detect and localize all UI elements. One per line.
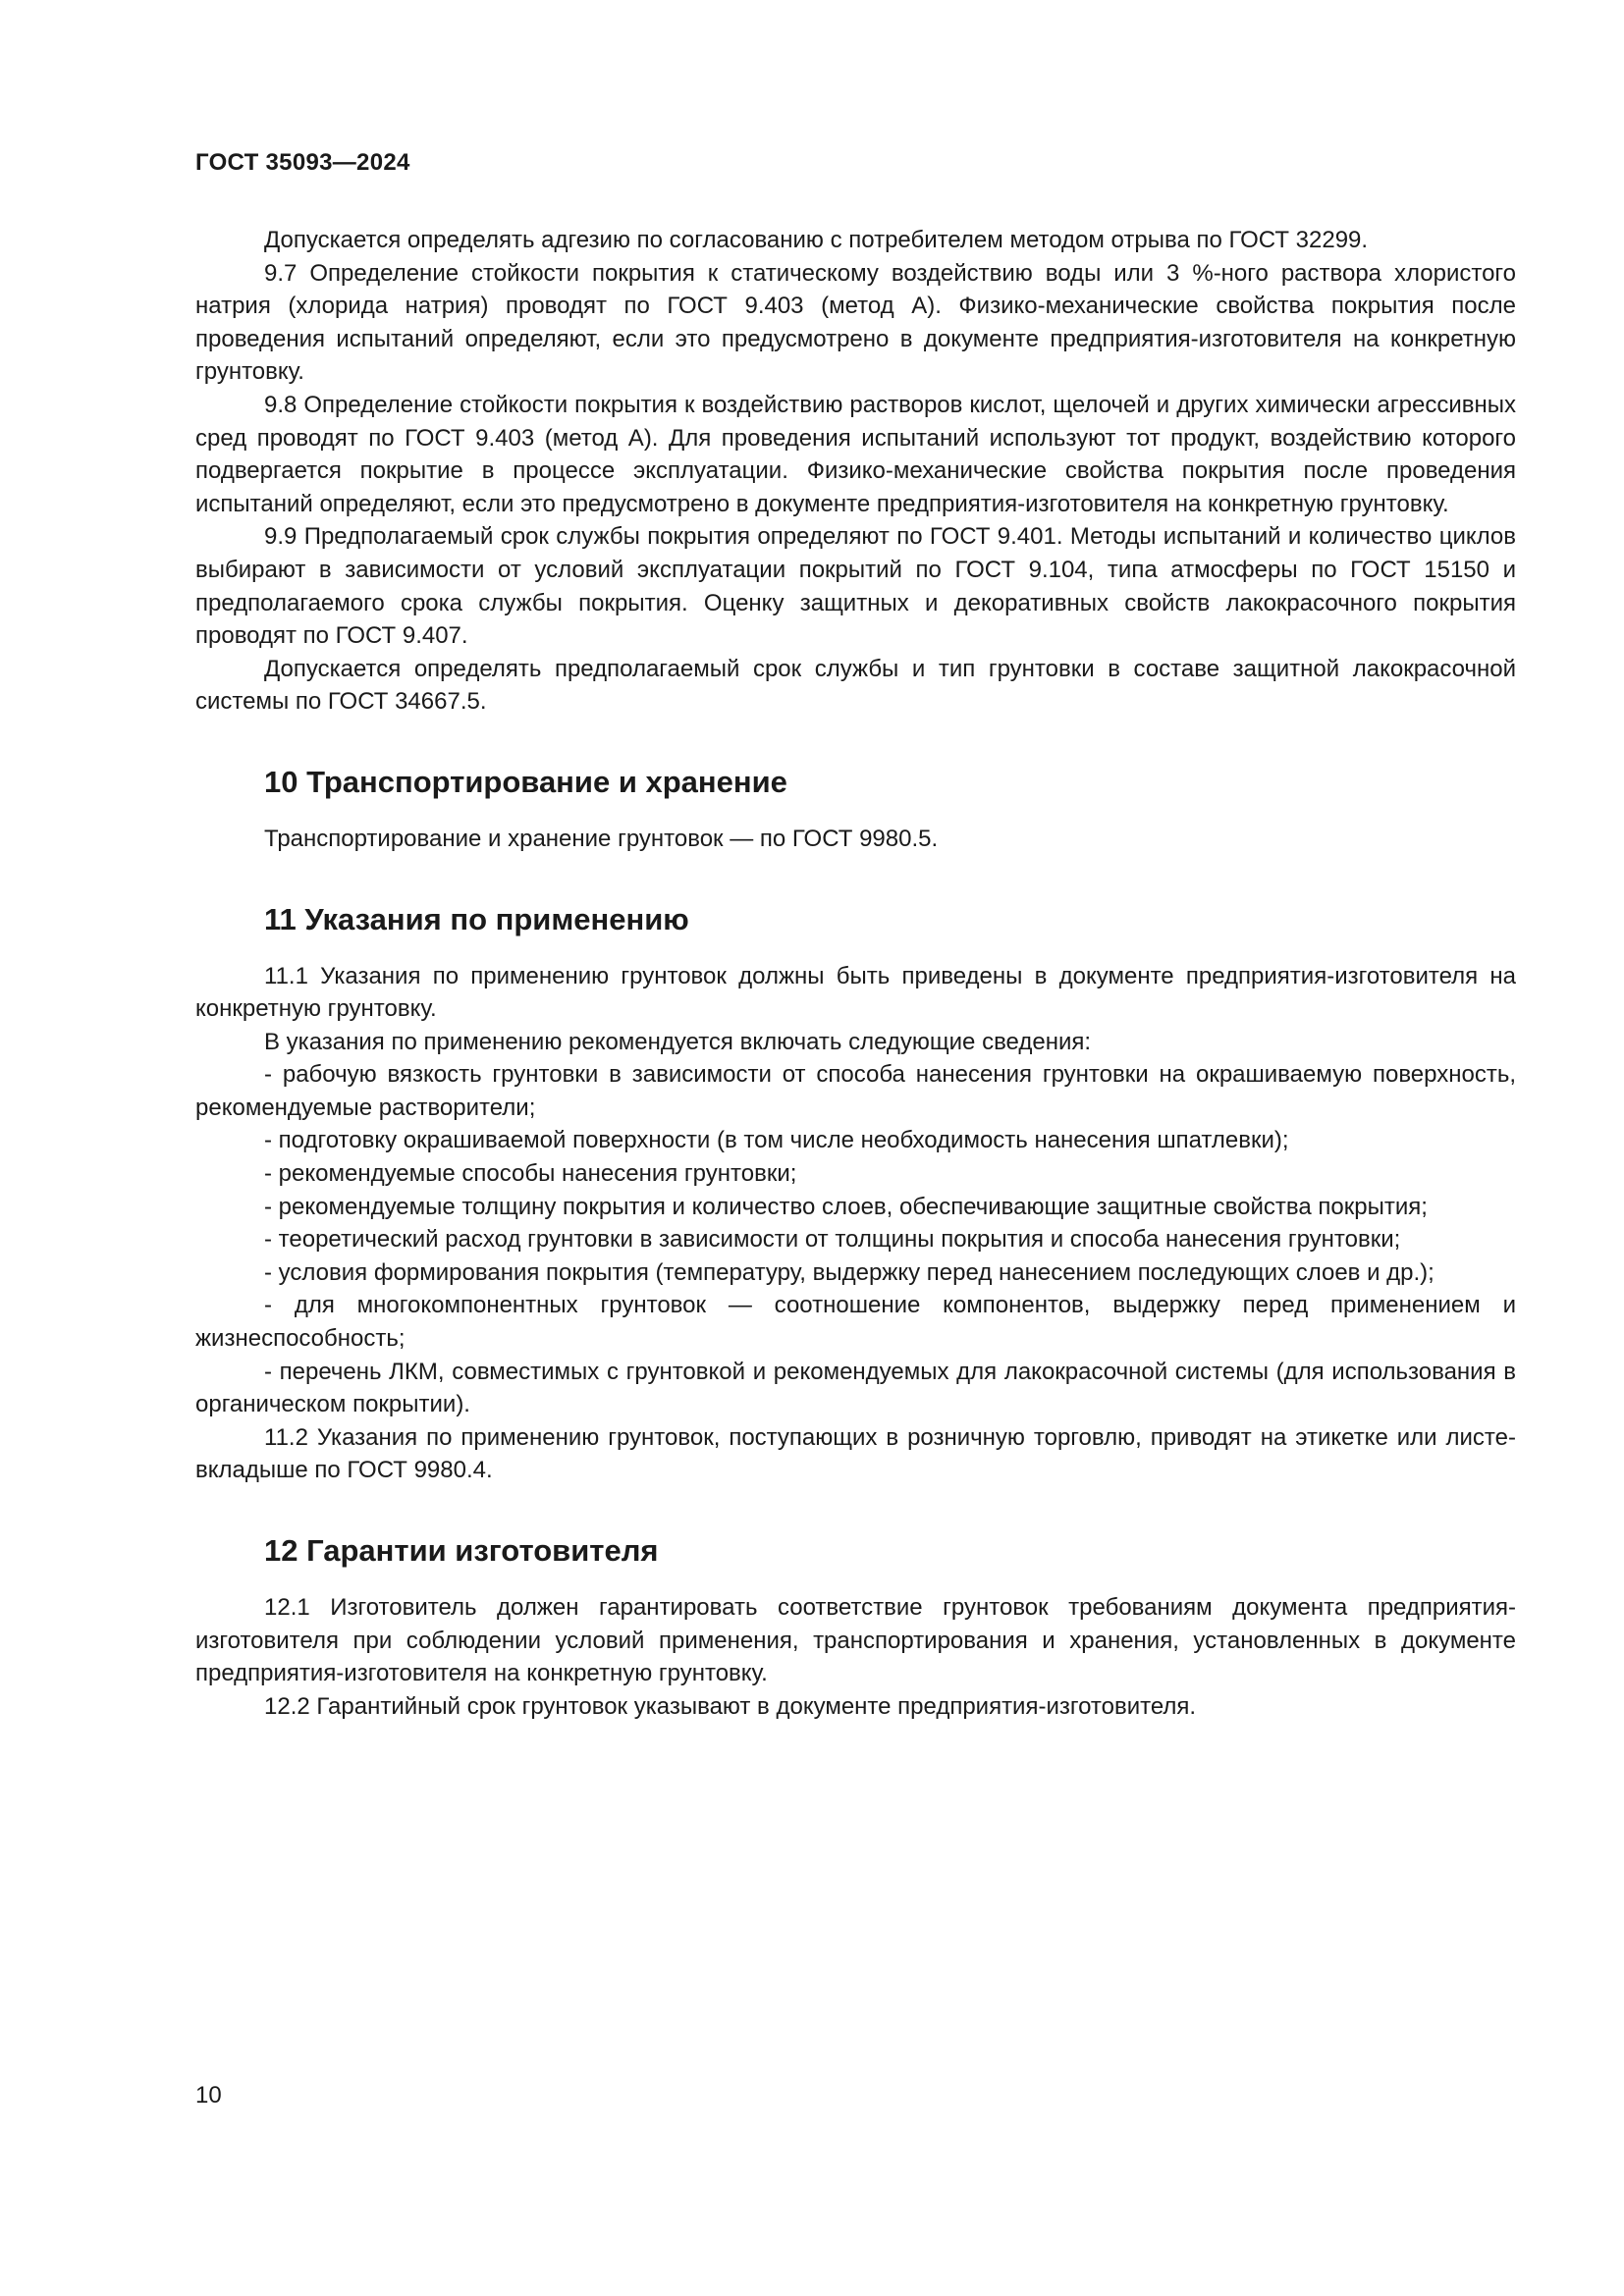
paragraph-service-life: Допускается определять предполагаемый срок службы и тип грунтовки в составе защитной лакокрасочной системы по ГОСТ 34667.5.	[195, 655, 1516, 716]
list-item: - рабочую вязкость грунтовки в зависимости от способа нанесения грунтовки на окрашиваемую поверхность, рекомендуемые растворители;	[195, 1061, 1516, 1121]
section-11-heading: 11 Указания по применению	[264, 901, 689, 936]
paragraph-9-8: 9.8 Определение стойкости покрытия к воздействию растворов кислот, щелочей и других химически агрессивных сред проводят по ГОСТ 9.403 (метод А). Для проведения испытаний используют тот продукт, воздействию которого подвергается покрытие в процессе эксплуатации. Физико-механические свойства покрытия после проведения испытаний определяют, если это предусмотрено в документе предприятия-изготовителя на конкретную грунтовку.	[195, 391, 1516, 517]
list-item: - условия формирования покрытия (температуру, выдержку перед нанесением последующих слоев и др.);	[264, 1258, 1435, 1286]
list-item: - теоретический расход грунтовки в зависимости от толщины покрытия и способа нанесения грунтовки;	[264, 1226, 1401, 1254]
page-content	[195, 224, 1516, 1723]
section-10-heading: 10 Транспортирование и хранение	[264, 764, 787, 799]
paragraph-11-intro: В указания по применению рекомендуется включать следующие сведения:	[264, 1028, 1092, 1055]
list-item: - для многокомпонентных грунтовок — соотношение компонентов, выдержку перед применением и жизнеспособность;	[195, 1292, 1516, 1353]
paragraph-adhesion: Допускается определять адгезию по согласованию с потребителем методом отрыва по ГОСТ 32299.	[264, 227, 1369, 253]
paragraph-12-2: 12.2 Гарантийный срок грунтовок указывают в документе предприятия-изготовителя.	[264, 1692, 1197, 1720]
list-item: - рекомендуемые толщину покрытия и количество слоев, обеспечивающие защитные свойства покрытия;	[264, 1193, 1428, 1220]
list-item: - перечень ЛКМ, совместимых с грунтовкой и рекомендуемых для лакокрасочной системы (для использования в органическом покрытии).	[195, 1358, 1516, 1418]
page-number: 10	[195, 2082, 222, 2109]
paragraph-12-1: 12.1 Изготовитель должен гарантировать соответствие грунтовок требованиям документа предприятия-изготовителя при соблюдении условий применения, транспортирования и хранения, установленных в документе предприятия-изготовителя на конкретную грунтовку.	[195, 1594, 1516, 1687]
paragraph-9-7: 9.7 Определение стойкости покрытия к статическому воздействию воды или 3 %-ного раствора хлористого натрия (хлорида натрия) проводят по ГОСТ 9.403 (метод А). Физико-механические свойства покрытия после проведения испытаний определяют, если это предусмотрено в документе предприятия-изготовителя на конкретную грунтовку.	[195, 259, 1516, 386]
section-12-heading: 12 Гарантии изготовителя	[264, 1533, 659, 1568]
list-item: - рекомендуемые способы нанесения грунтовки;	[264, 1160, 797, 1188]
paragraph-11-2: 11.2 Указания по применению грунтовок, поступающих в розничную торговлю, приводят на этикетке или листе-вкладыше по ГОСТ 9980.4.	[195, 1423, 1516, 1484]
paragraph-9-9: 9.9 Предполагаемый срок службы покрытия определяют по ГОСТ 9.401. Методы испытаний и количество циклов выбирают в зависимости от условий эксплуатации покрытий по ГОСТ 9.104, типа атмосферы по ГОСТ 15150 и предполагаемого срока службы покрытия. Оценку защитных и декоративных свойств лакокрасочного покрытия проводят по ГОСТ 9.407.	[195, 523, 1516, 650]
list-item: - подготовку окрашиваемой поверхности (в том числе необходимость нанесения шпатлевки);	[264, 1127, 1289, 1154]
document-header-code: ГОСТ 35093—2024	[195, 149, 410, 176]
section-10-text: Транспортирование и хранение грунтовок — по ГОСТ 9980.5.	[264, 825, 939, 852]
paragraph-11-1: 11.1 Указания по применению грунтовок должны быть приведены в документе предприятия-изготовителя на конкретную грунтовку.	[195, 962, 1516, 1023]
